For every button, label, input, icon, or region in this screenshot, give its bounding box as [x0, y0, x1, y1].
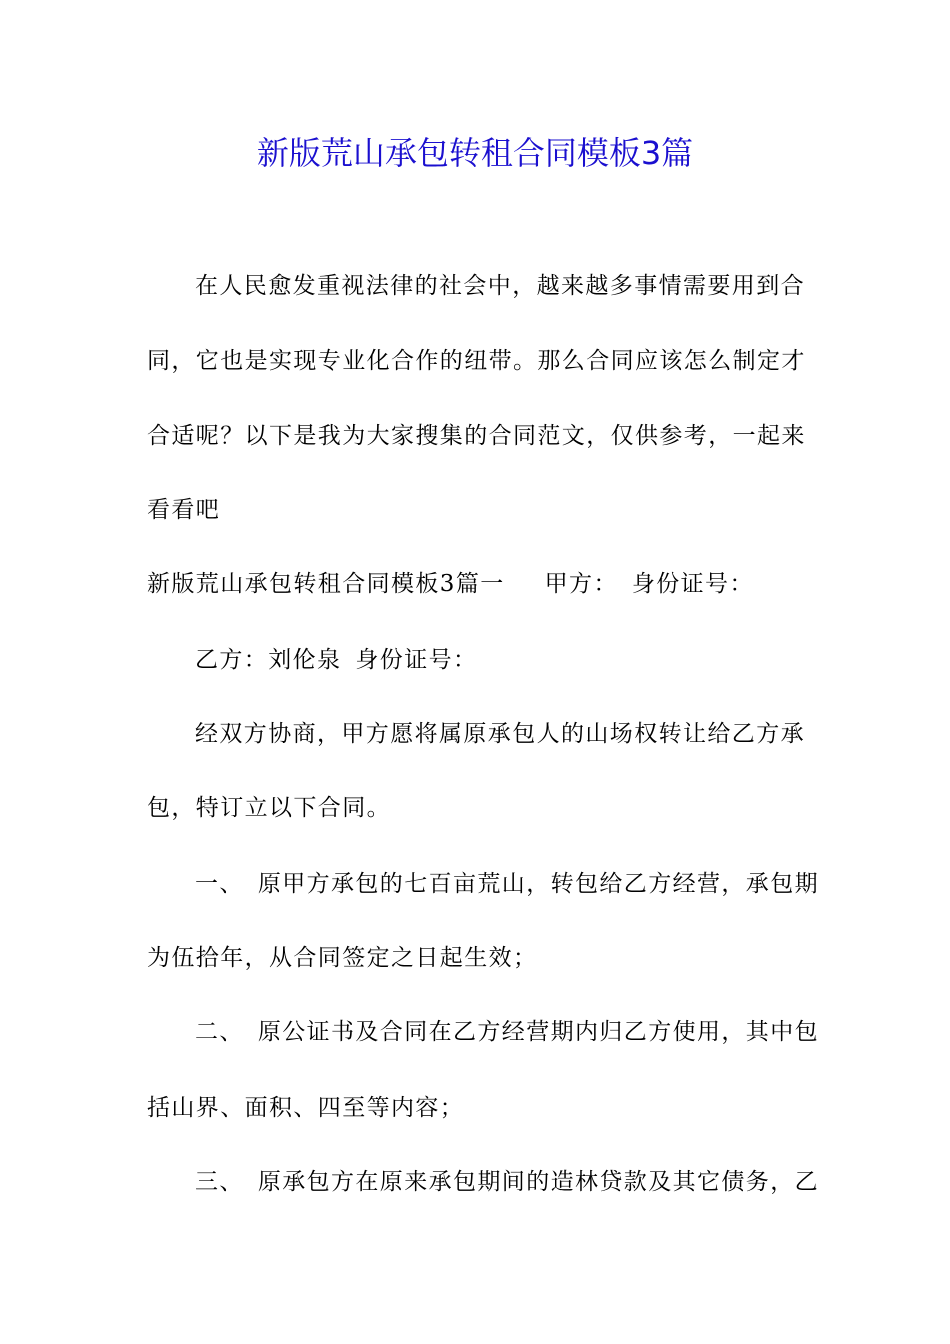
intro-line-3: 合适呢？以下是我为大家搜集的合同范文，仅供参考，一起来 [147, 423, 806, 449]
negotiation-line-2: 包，特订立以下合同。 [147, 795, 391, 821]
negotiation-line-1: 经双方协商，甲方愿将属原承包人的山场权转让给乙方承 [195, 721, 805, 747]
document-title: 新版荒山承包转租合同模板3篇 [256, 134, 694, 172]
clause-1-text: 原甲方承包的七百亩荒山，转包给乙方经营，承包期 [257, 871, 820, 897]
clause-3-line-1 [195, 1164, 819, 1200]
intro-line-1: 在人民愈发重视法律的社会中，越来越多事情需要用到合 [195, 273, 805, 299]
intro-line-4: 看看吧 [147, 497, 221, 523]
party-a-id-label: 身份证号： [631, 571, 754, 597]
clause-1-number: 一、 [195, 871, 244, 897]
clause-3-number: 三、 [195, 1169, 244, 1195]
section-heading: 新版荒山承包转租合同模板3篇一 [147, 571, 505, 597]
party-a-label: 甲方： [544, 571, 618, 597]
clause-2-number: 二、 [195, 1019, 244, 1045]
clause-2-line-1 [195, 1014, 819, 1050]
clause-1-line-2: 为伍拾年，从合同签定之日起生效； [147, 945, 538, 971]
clause-2-line-2: 括山界、面积、四至等内容； [147, 1095, 465, 1121]
party-b-id-label: 身份证号： [355, 647, 478, 673]
clause-1-line-1 [195, 866, 819, 902]
party-b-label: 乙方：刘伦泉 [195, 647, 342, 673]
section-heading-line [147, 566, 754, 602]
intro-line-2: 同，它也是实现专业化合作的纽带。那么合同应该怎么制定才 [147, 348, 806, 374]
clause-3-text: 原承包方在原来承包期间的造林贷款及其它债务，乙 [257, 1169, 820, 1195]
clause-2-text: 原公证书及合同在乙方经营期内归乙方使用，其中包 [257, 1019, 820, 1045]
party-b-line [195, 642, 477, 678]
